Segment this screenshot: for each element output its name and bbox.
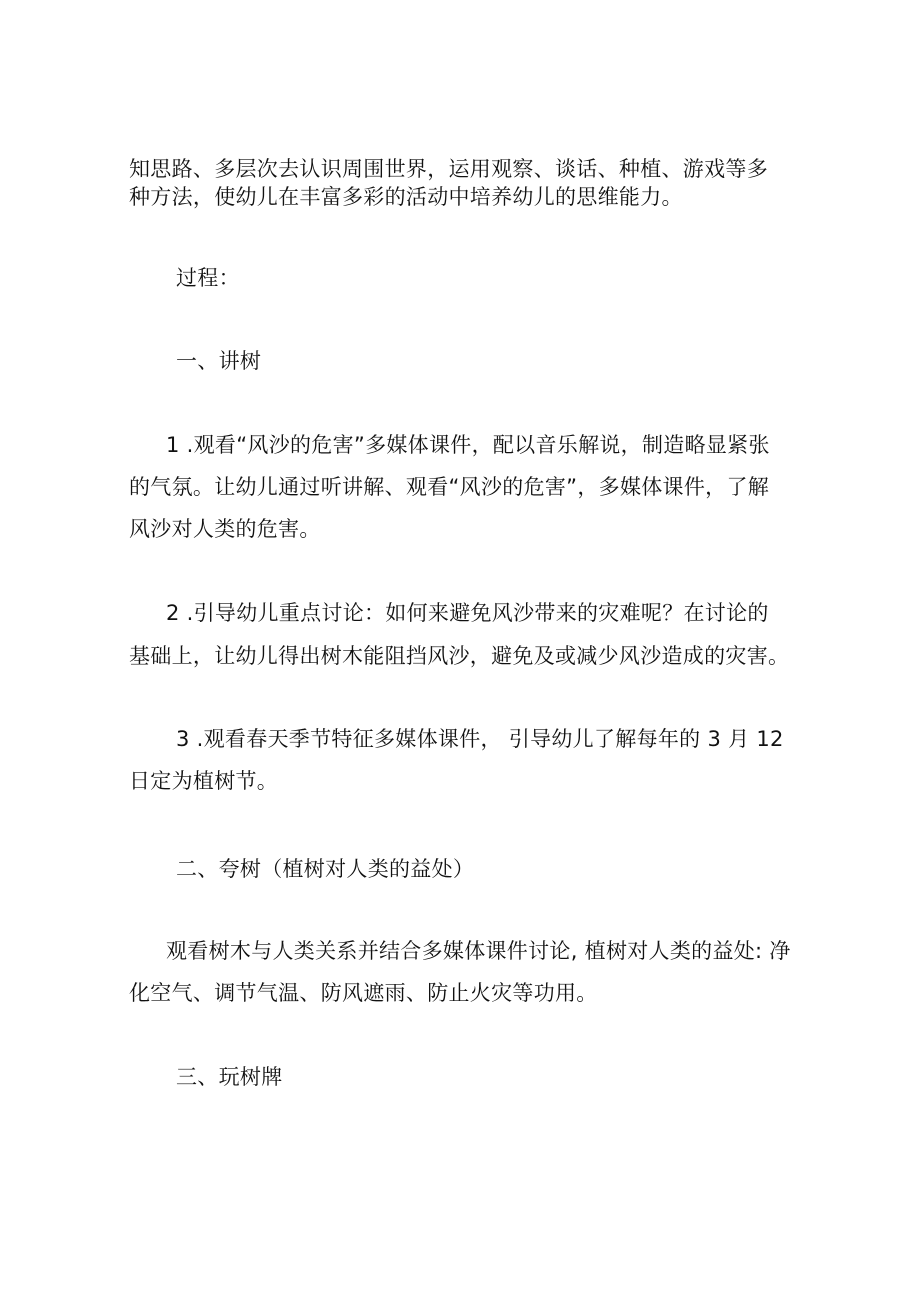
section-1-heading: 一、讲树 — [176, 349, 262, 373]
section-1-item-1-line-2: 的气氛。让幼儿通过听讲解、观看“风沙的危害”，多媒体课件，了解 — [129, 475, 770, 499]
section-3-heading: 三、玩树牌 — [176, 1065, 283, 1089]
section-2-heading: 二、夸树（植树对人类的益处） — [176, 857, 475, 881]
section-2-body-line-1: 观看树木与人类关系并结合多媒体课件讨论, 植树对人类的益处: 净 — [166, 939, 791, 963]
process-heading: 过程： — [176, 266, 240, 290]
section-1-item-3-line-2: 日定为植树节。 — [129, 769, 279, 793]
intro-line-2: 种方法，使幼儿在丰富多彩的活动中培养幼儿的思维能力。 — [129, 185, 683, 209]
section-1-item-1-line-3: 风沙对人类的危害。 — [129, 517, 321, 541]
section-1-item-2-line-2: 基础上，让幼儿得出树木能阻挡风沙，避免及或减少风沙造成的灾害。 — [129, 644, 790, 668]
section-1-item-2-line-1: 2 .引导幼儿重点讨论：如何来避免风沙带来的灾难呢？在讨论的 — [166, 601, 769, 625]
section-1-item-1-line-1: 1 .观看“风沙的危害”多媒体课件，配以音乐解说，制造略显紧张 — [166, 433, 770, 457]
section-1-item-3-line-1: 3 .观看春天季节特征多媒体课件， 引导幼儿了解每年的 3 月 12 — [176, 727, 784, 751]
intro-line-1: 知思路、多层次去认识周围世界，运用观察、谈话、种植、游戏等多 — [129, 157, 768, 181]
section-2-body-line-2: 化空气、调节气温、防风遮雨、防止火灾等功用。 — [129, 981, 598, 1005]
